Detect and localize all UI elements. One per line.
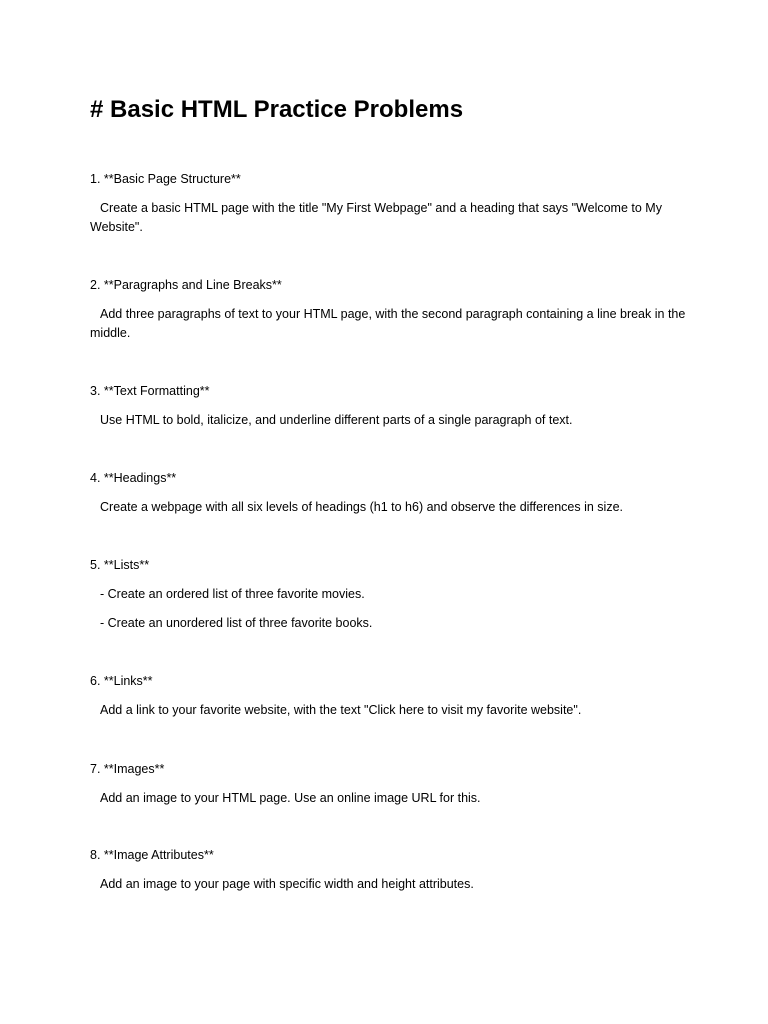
problem-heading: 8. **Image Attributes** — [90, 848, 214, 862]
problem-text: Add an image to your page with specific width and height attributes. — [100, 877, 474, 891]
problem-heading: 4. **Headings** — [90, 471, 177, 485]
problem-text: Create a basic HTML page with the title "My First Webpage" and a heading that says "Welcome to My Website". — [90, 201, 662, 234]
problem-4 — [90, 469, 690, 517]
problem-7 — [90, 760, 690, 808]
problem-heading: 7. **Images** — [90, 762, 165, 776]
problem-heading: 2. **Paragraphs and Line Breaks** — [90, 278, 282, 292]
problem-1 — [90, 170, 690, 237]
problem-heading: 6. **Links** — [90, 674, 153, 688]
problem-heading: 1. **Basic Page Structure** — [90, 172, 241, 186]
list-item: - Create an unordered list of three favorite books. — [100, 616, 373, 630]
document-title: # Basic HTML Practice Problems — [90, 96, 464, 123]
problem-heading: 5. **Lists** — [90, 558, 150, 572]
problem-text: Create a webpage with all six levels of headings (h1 to h6) and observe the differences in size. — [100, 500, 623, 514]
problem-2 — [90, 276, 690, 343]
problem-text: Add a link to your favorite website, with the text "Click here to visit my favorite website". — [100, 703, 582, 717]
problem-6 — [90, 672, 690, 720]
problem-text: Use HTML to bold, italicize, and underline different parts of a single paragraph of text. — [100, 413, 573, 427]
problem-heading: 3. **Text Formatting** — [90, 384, 210, 398]
problem-text: Add an image to your HTML page. Use an online image URL for this. — [100, 791, 481, 805]
problem-text: Add three paragraphs of text to your HTML page, with the second paragraph containing a line break in the middle. — [90, 307, 686, 340]
problem-3 — [90, 382, 690, 430]
problem-8 — [90, 846, 690, 894]
list-item: - Create an ordered list of three favorite movies. — [100, 587, 365, 601]
problem-5 — [90, 556, 690, 633]
